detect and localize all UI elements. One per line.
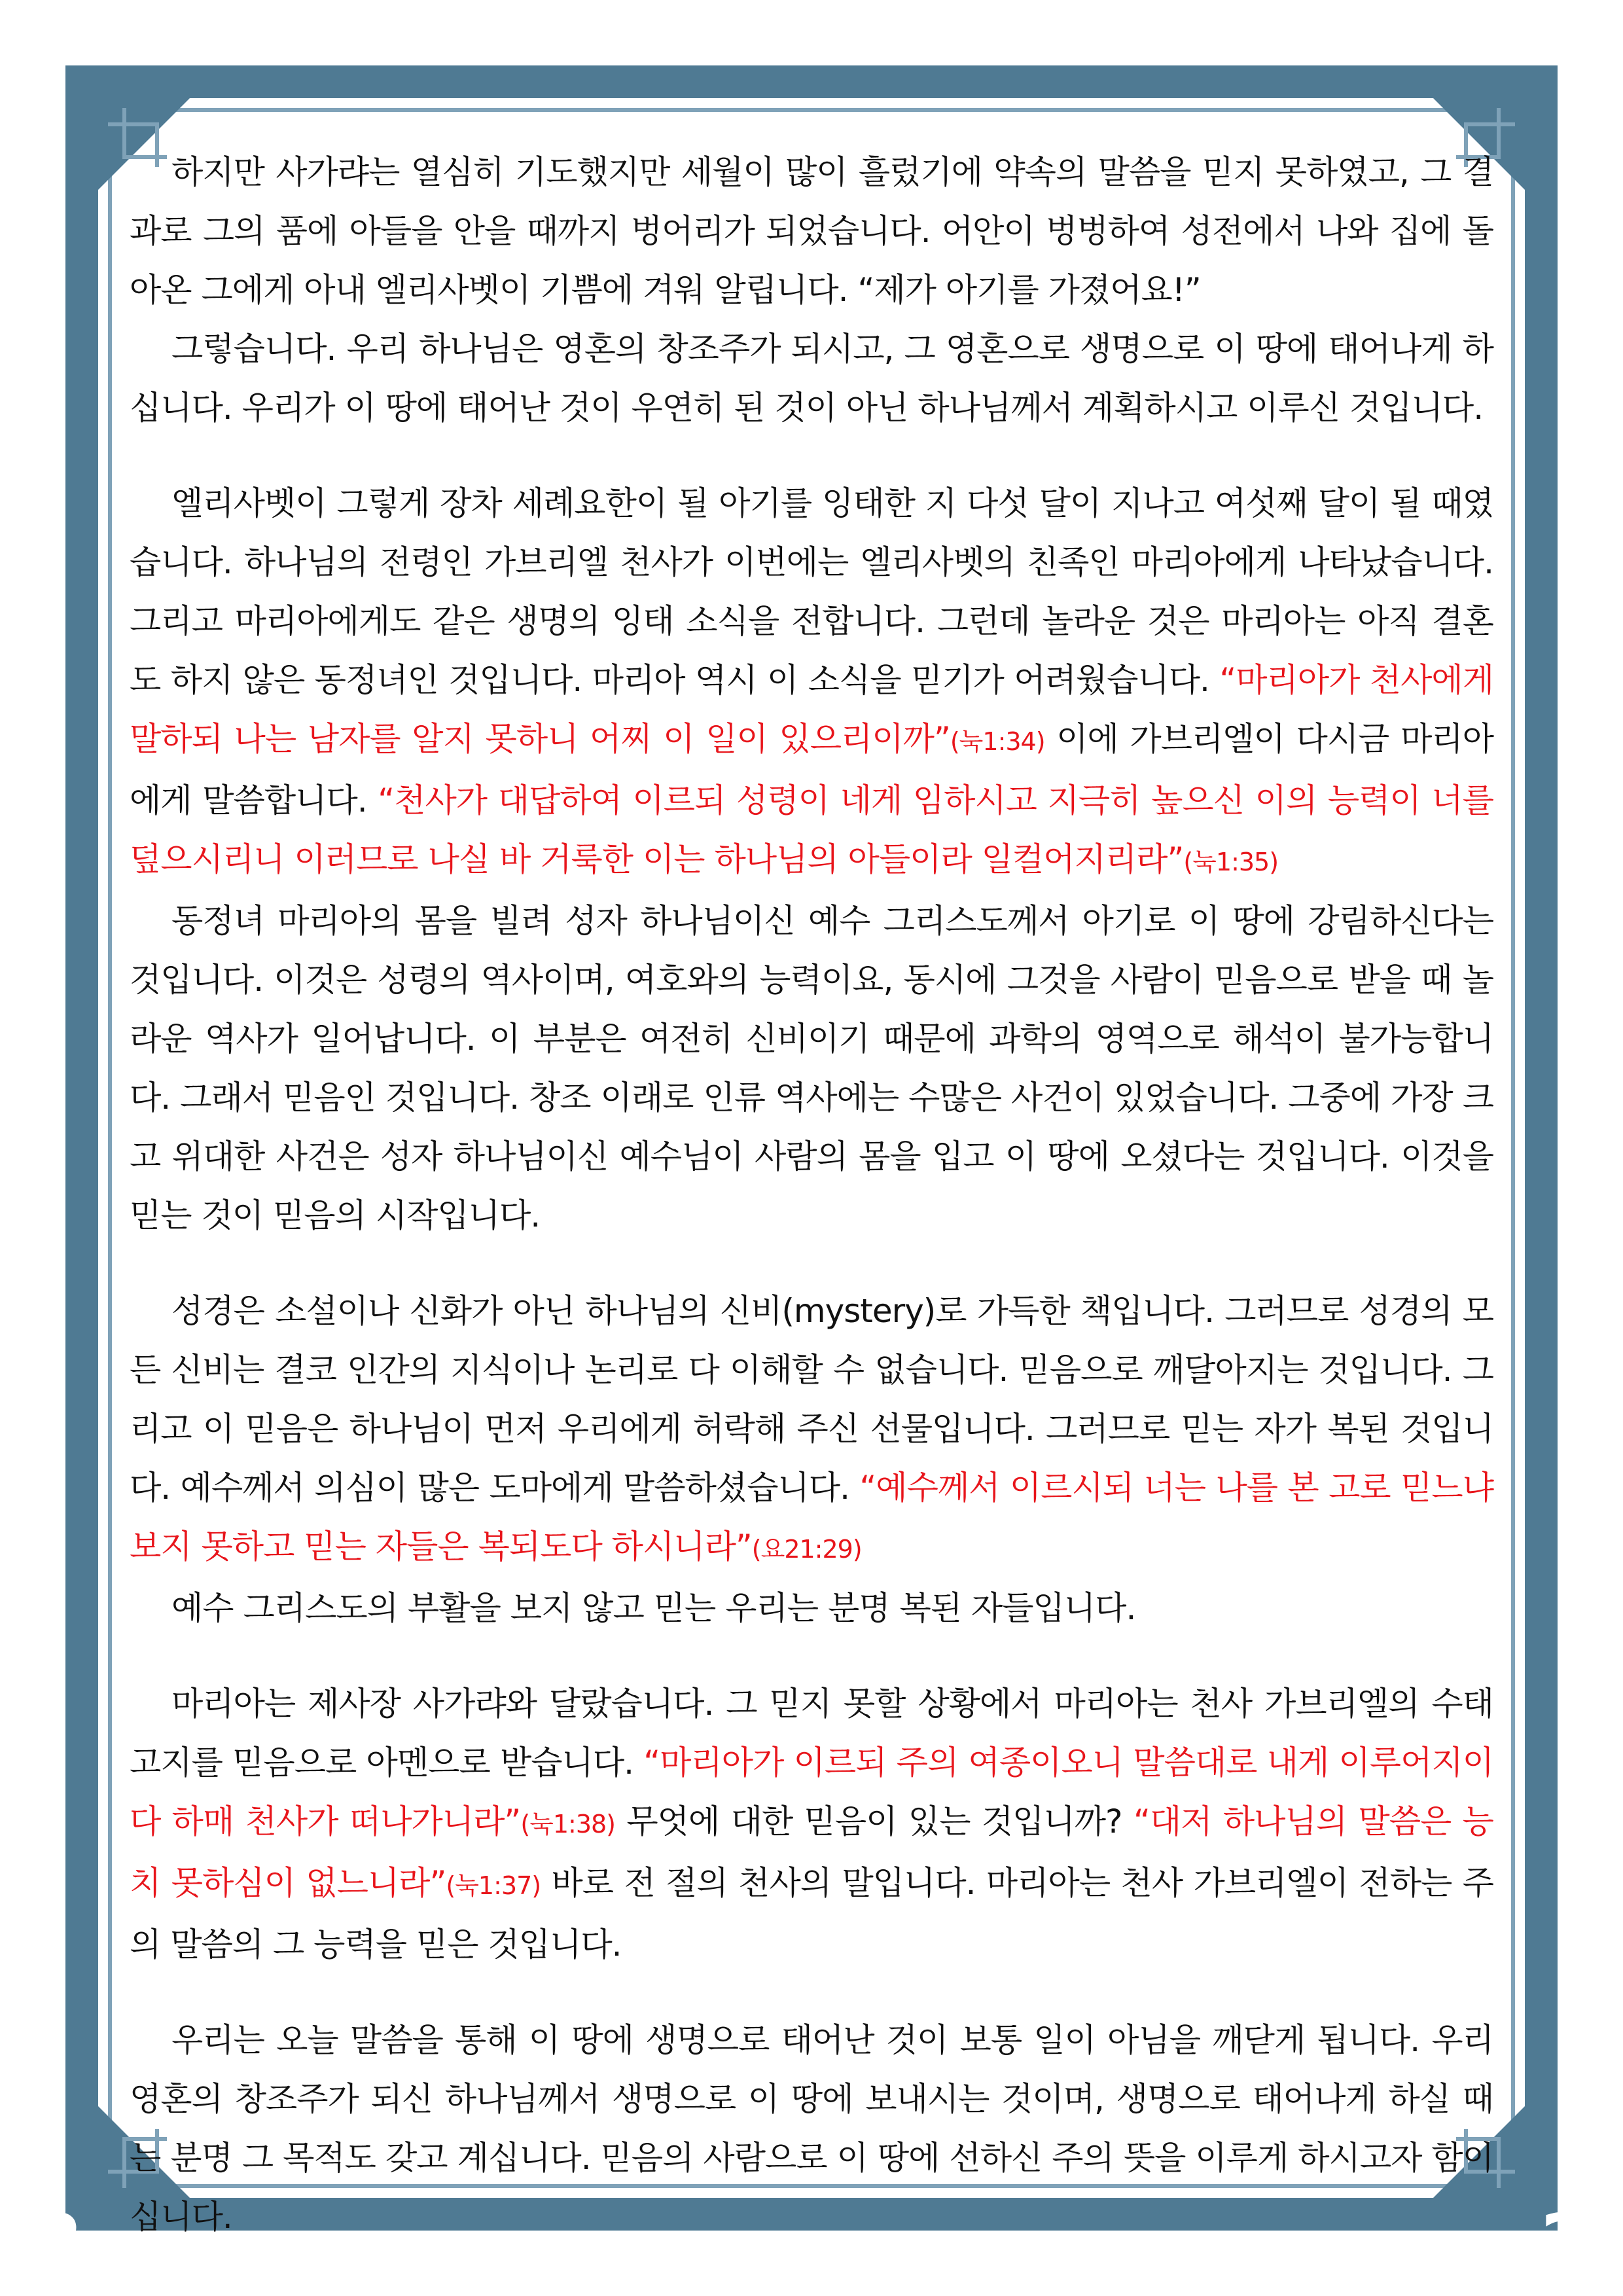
scripture-quote: “대저 하나님의 말씀은 능치 못하심이 없느니라” — [130, 1803, 1493, 1902]
paragraph-spacer — [130, 1638, 1493, 1674]
body-text: 하지만 사가랴는 열심히 기도했지만 세월이 많이 흘렀기에 약속의 말씀을 믿지 못하였고, 그 결과로 그의 품에 아들을 안을 때까지 벙어리가 되었습니다. 어안이 벙벙하여 성전에서 나와 집에 돌아온 그에게 아내 엘리사벳이 기쁨에 겨워 알립니다. “제가 아기를 가졌어요!” — [130, 153, 1493, 309]
paragraph — [130, 2011, 1493, 2246]
body-text: 마리아는 제사장 사가랴와 달랐습니다. 그 믿지 못할 상황에서 마리아는 천사 가브리엘의 수태고지를 믿음으로 아멘으로 받습니다. — [130, 1685, 1493, 1782]
paragraph — [130, 319, 1493, 437]
paragraph — [130, 1579, 1493, 1638]
scripture-reference: (눅1:34) — [950, 727, 1045, 756]
page-number-left: 2 — [33, 2198, 83, 2282]
scripture-quote: “마리아가 천사에게 말하되 나는 남자를 알지 못하니 어찌 이 일이 있으리이까” — [130, 661, 1493, 758]
paragraph-spacer — [130, 1245, 1493, 1282]
body-text: 예수 그리스도의 부활을 보지 않고 믿는 우리는 분명 복된 자들입니다. — [171, 1589, 1136, 1627]
paragraph-spacer — [130, 1974, 1493, 2011]
scripture-quote: “예수께서 이르시되 너는 나를 본 고로 믿느냐 보지 못하고 믿는 자들은 복되도다 하시니라” — [130, 1469, 1493, 1566]
paragraph-spacer — [130, 437, 1493, 474]
scripture-quote: “천사가 대답하여 이르되 성령이 네게 임하시고 지극히 높으신 이의 능력이 너를 덮으시리니 이러므로 나실 바 거룩한 이는 하나님의 아들이라 일컬어지리라” — [130, 781, 1494, 878]
body-text: 바로 전 절의 천사의 말입니다. 마리아는 천사 가브리엘이 전하는 주의 말씀의 그 능력을 믿은 것입니다. — [130, 1864, 1493, 1964]
paragraph — [130, 474, 1493, 891]
page-number-right: 2 — [1540, 2198, 1590, 2282]
scripture-reference: (요21:29) — [751, 1535, 862, 1564]
body-text: 무엇에 대한 믿음이 있는 것입니까? — [615, 1803, 1133, 1840]
body-text: 우리는 오늘 말씀을 통해 이 땅에 생명으로 태어난 것이 보통 일이 아님을 깨닫게 됩니다. 우리 영혼의 창조주가 되신 하나님께서 생명으로 이 땅에 보내시는 것이며, 생명으로 태어나게 하실 때는 분명 그 목적도 갖고 계십니다. 믿음의 사람으로 이 땅에 선하신 주의 뜻을 이루게 하시고자 함이십니다. — [130, 2021, 1493, 2236]
paragraph — [130, 143, 1493, 319]
scripture-reference: (눅1:38) — [520, 1810, 616, 1839]
body-text: 엘리사벳이 그렇게 장차 세례요한이 될 아기를 잉태한 지 다섯 달이 지나고 여섯째 달이 될 때였습니다. 하나님의 전령인 가브리엘 천사가 이번에는 엘리사벳의 친족인 마리아에게 나타났습니다. 그리고 마리아에게도 같은 생명의 잉태 소식을 전합니다. 그런데 놀라운 것은 마리아는 아직 결혼도 하지 않은 동정녀인 것입니다. 마리아 역시 이 소식을 믿기가 어려웠습니다. — [130, 484, 1493, 699]
paragraph — [130, 1282, 1493, 1579]
scripture-reference: (눅1:35) — [1183, 848, 1279, 876]
body-text: 성경은 소설이나 신화가 아닌 하나님의 신비(mystery)로 가득한 책입니다. 그러므로 성경의 모든 신비는 결코 인간의 지식이나 논리로 다 이해할 수 없습니다. 믿음으로 깨달아지는 것입니다. 그리고 이 믿음은 하나님이 먼저 우리에게 허락해 주신 선물입니다. 그러므로 믿는 자가 복된 것입니다. 예수께서 의심이 많은 도마에게 말씀하셨습니다. — [130, 1292, 1493, 1507]
body-text: 그렇습니다. 우리 하나님은 영혼의 창조주가 되시고, 그 영혼으로 생명으로 이 땅에 태어나게 하십니다. 우리가 이 땅에 태어난 것이 우연히 된 것이 아닌 하나님께서 계획하시고 이루신 것입니다. — [130, 330, 1493, 427]
body-text: 이에 가브리엘이 다시금 마리아에게 말씀합니다. — [130, 720, 1493, 819]
scripture-reference: (눅1:37) — [446, 1871, 541, 1900]
body-text: 동정녀 마리아의 몸을 빌려 성자 하나님이신 예수 그리스도께서 아기로 이 땅에 강림하신다는 것입니다. 이것은 성령의 역사이며, 여호와의 능력이요, 동시에 그것을 사람이 믿음으로 받을 때 놀라운 역사가 일어납니다. 이 부분은 여전히 신비이기 때문에 과학의 영역으로 해석이 불가능합니다. 그래서 믿음인 것입니다. 창조 이래로 인류 역사에는 수많은 사건이 있었습니다. 그중에 가장 크고 위대한 사건은 성자 하나님이신 예수님이 사람의 몸을 입고 이 땅에 오셨다는 것입니다. 이것을 믿는 것이 믿음의 시작입니다. — [130, 902, 1493, 1234]
sermon-body — [130, 143, 1493, 2246]
scripture-quote: “마리아가 이르되 주의 여종이오니 말씀대로 내게 이루어지이다 하매 천사가 떠나가니라” — [130, 1744, 1494, 1840]
paragraph — [130, 891, 1493, 1245]
paragraph — [130, 1674, 1493, 1974]
